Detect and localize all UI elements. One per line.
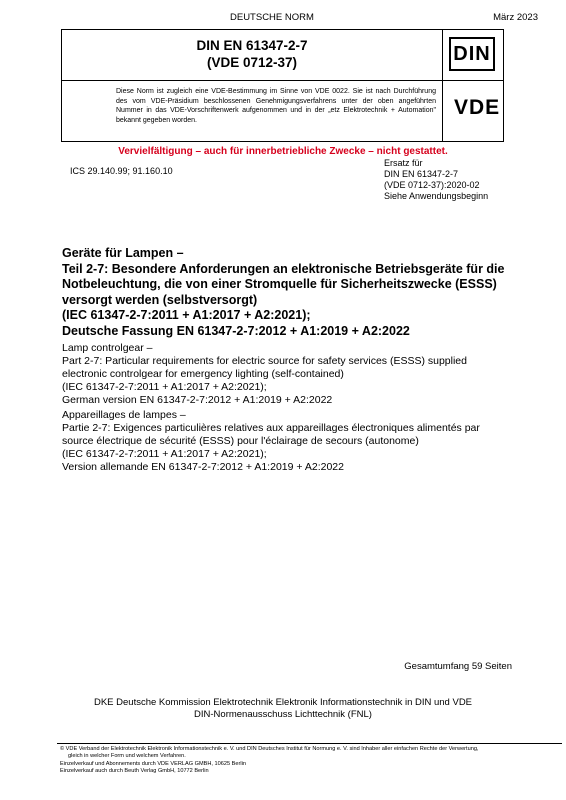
copy-warning: Vervielfältigung – auch für innerbetriebliche Zwecke – nicht gestattet.	[118, 146, 448, 157]
title-german-line: Notbeleuchtung, die von einer Stromquelle für Sicherheitszwecke (ESSS)	[62, 277, 497, 291]
replacement-info	[384, 158, 488, 202]
title-german-line: Deutsche Fassung EN 61347-2-7:2012 + A1:2019 + A2:2022	[62, 323, 410, 338]
replacement-line: Siehe Anwendungsbeginn	[384, 191, 489, 201]
title-french-line: Version allemande EN 61347-2-7:2012 + A1:2019 + A2:2022	[62, 461, 344, 473]
title-french	[62, 409, 522, 474]
title-english	[62, 342, 522, 407]
title-french-line: source électrique de sécurité (ESSS) pour l'éclairage de secours (autonome)	[62, 435, 419, 447]
title-box	[61, 29, 504, 142]
vde-logo: VDE	[454, 96, 501, 119]
title-english-line: German version EN 61347-2-7:2012 + A1:2019 + A2:2022	[62, 394, 333, 406]
title-english-line: (IEC 61347-2-7:2011 + A1:2017 + A2:2021);	[62, 381, 267, 393]
standard-title	[62, 37, 442, 71]
replacement-line: Ersatz für	[384, 158, 423, 168]
title-french-line: Partie 2-7: Exigences particulières relatives aux appareillages électroniques alimentés par	[62, 422, 480, 434]
din-logo-text: DIN	[453, 42, 491, 65]
title-row	[62, 30, 503, 81]
committee-line: DIN-Normenausschuss Lichttechnik (FNL)	[194, 709, 372, 720]
replacement-line: DIN EN 61347-2-7	[384, 169, 459, 179]
vde-number: (VDE 0712-37)	[206, 55, 298, 70]
footer-line: Einzelverkauf auch durch Beuth Verlag GmbH, 10772 Berlin	[60, 768, 209, 775]
ics-codes: ICS 29.140.99; 91.160.10	[70, 166, 173, 176]
footer-divider	[57, 743, 562, 744]
issue-date: März 2023	[493, 12, 538, 23]
committee-line: DKE Deutsche Kommission Elektrotechnik Elektronik Informationstechnik in DIN und VDE	[93, 697, 473, 708]
standard-number: DIN EN 61347-2-7	[196, 38, 308, 53]
title-german-line: Geräte für Lampen –	[62, 246, 184, 260]
title-french-line: (IEC 61347-2-7:2011 + A1:2017 + A2:2021);	[62, 448, 267, 460]
title-english-line: electronic controlgear for emergency lighting (self-contained)	[62, 368, 344, 380]
title-french-line: Appareillages de lampes –	[62, 409, 186, 421]
norm-label: DEUTSCHE NORM	[230, 12, 314, 23]
footer-line: gleich in welcher Form und welchem Verfahren.	[68, 753, 186, 760]
copyright-footer	[60, 746, 565, 776]
footer-line: © VDE Verband der Elektrotechnik Elektronik Informationstechnik e. V. und DIN Deutsches Institut für Normung e. V. sind Inhaber aller einfachen Rechte der Verwertung,	[60, 746, 479, 752]
replacement-line: (VDE 0712-37):2020-02	[384, 180, 480, 190]
title-german-line: (IEC 61347-2-7:2011 + A1:2017 + A2:2021);	[62, 308, 311, 322]
title-german	[62, 246, 522, 339]
committee-info	[0, 697, 566, 721]
title-box-divider	[442, 30, 443, 141]
vde-notice: Diese Norm ist zugleich eine VDE-Bestimmung im Sinne von VDE 0022. Sie ist nach Durchführung des vom VDE-Präsidium beschlossenen Genehmigungsverfahrens unter der oben angeführten Nummer in das VDE-Vorschriftenwerk aufgenommen und in der „etz Elektrotechnik + Automation" bekannt gegeben worden.	[116, 88, 436, 124]
title-english-line: Lamp controlgear –	[62, 342, 153, 354]
din-logo	[449, 37, 495, 71]
footer-line: Einzelverkauf und Abonnements durch VDE VERLAG GMBH, 10625 Berlin	[60, 760, 246, 767]
title-german-line: versorgt werden (selbstversorgt)	[62, 292, 258, 307]
title-german-line: Teil 2-7: Besondere Anforderungen an elektronische Betriebsgeräte für die	[62, 261, 505, 276]
title-english-line: Part 2-7: Particular requirements for electric source for safety services (ESSS) supplied	[62, 355, 467, 367]
total-pages: Gesamtumfang 59 Seiten	[404, 661, 512, 672]
